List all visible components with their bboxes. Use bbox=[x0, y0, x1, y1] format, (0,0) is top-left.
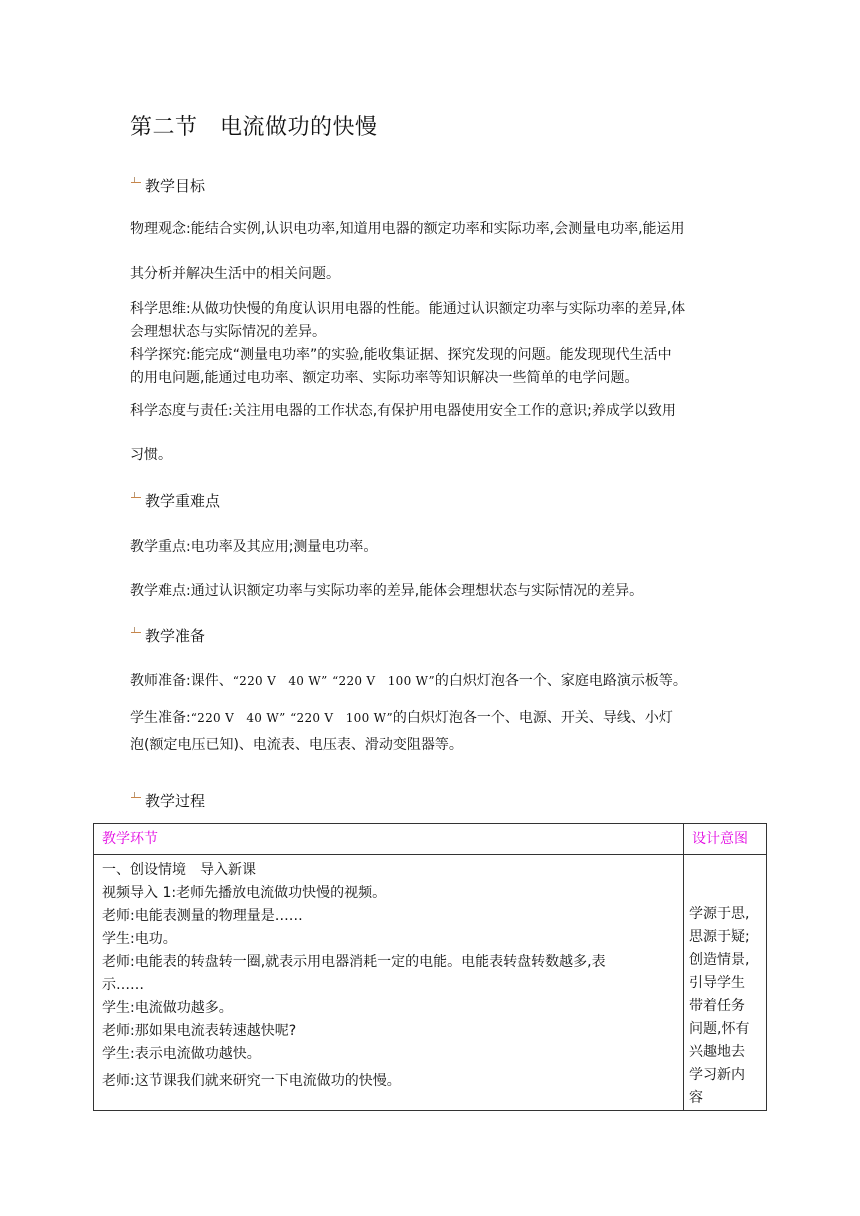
goal-inquiry-line1: 科学探究:能完成“测量电功率”的实验,能收集证据、探究发现的问题。能发现现代生活中 bbox=[130, 347, 672, 363]
preparation-student-line1 bbox=[130, 707, 673, 729]
dialog-line: 老师:电能表测量的物理量是…… bbox=[102, 908, 303, 924]
process-table bbox=[93, 823, 767, 1111]
section-heading-process bbox=[130, 790, 205, 811]
header-intent: 设计意图 bbox=[684, 824, 767, 855]
header-stage: 教学环节 bbox=[94, 824, 684, 855]
intent-line: 问题,怀有 bbox=[689, 1021, 750, 1037]
key-point-difficulty: 教学难点:通过认识额定功率与实际功率的差异,能体会理想状态与实际情况的差异。 bbox=[130, 583, 644, 599]
bulb-spec-40w: “220 V 40 W” bbox=[232, 674, 328, 688]
section-heading-goals bbox=[130, 175, 205, 196]
image-placeholder-icon bbox=[130, 177, 142, 189]
dialog-line: 老师:这节课我们就来研究一下电流做功的快慢。 bbox=[102, 1073, 401, 1089]
bulb-spec-100w: “220 V 100 W” bbox=[332, 674, 435, 688]
image-placeholder-icon bbox=[130, 792, 142, 804]
intent-line: 创造情景, bbox=[689, 952, 750, 968]
section-heading-label: 教学过程 bbox=[145, 792, 206, 810]
goal-attitude-line2: 习惯。 bbox=[130, 447, 172, 463]
preparation-teacher-rest: 的白炽灯泡各一个、家庭电路演示板等。 bbox=[434, 673, 687, 689]
goal-attitude-line1: 科学态度与责任:关注用电器的工作状态,有保护用电器使用安全工作的意识;养成学以致用 bbox=[130, 403, 676, 419]
preparation-teacher bbox=[130, 670, 687, 692]
preparation-student-rest: 的白炽灯泡各一个、电源、开关、导线、小灯 bbox=[392, 710, 673, 726]
intent-line: 学源于思, bbox=[689, 906, 750, 922]
section-heading-label: 教学目标 bbox=[145, 177, 206, 195]
dialog-line: 视频导入 1:老师先播放电流做功快慢的视频。 bbox=[102, 885, 387, 901]
preparation-student-label: 学生准备: bbox=[130, 710, 191, 726]
bulb-spec-100w: “220 V 100 W” bbox=[290, 711, 393, 725]
intent-line: 容 bbox=[689, 1090, 703, 1106]
section-heading-key-points bbox=[130, 490, 220, 511]
dialog-line: 学生:电功。 bbox=[102, 931, 177, 947]
table-header-row bbox=[94, 824, 767, 855]
stage-cell bbox=[94, 855, 684, 1111]
goal-physics-line2: 其分析并解决生活中的相关问题。 bbox=[130, 266, 340, 282]
section-heading-label: 教学准备 bbox=[145, 627, 206, 645]
intent-line: 带着任务 bbox=[689, 998, 745, 1014]
intent-line: 思源于疑; bbox=[689, 929, 750, 945]
page-title: 第二节 电流做功的快慢 bbox=[130, 115, 378, 140]
table-row bbox=[94, 855, 767, 1111]
goal-thinking-line1: 科学思维:从做功快慢的角度认识用电器的性能。能通过认识额定功率与实际功率的差异,体 bbox=[130, 301, 686, 317]
dialog-line: 老师:那如果电流表转速越快呢? bbox=[102, 1023, 297, 1039]
image-placeholder-icon bbox=[130, 627, 142, 639]
section-heading-preparation bbox=[130, 625, 205, 646]
key-point-focus: 教学重点:电功率及其应用;测量电功率。 bbox=[130, 539, 378, 555]
dialog-line: 老师:电能表的转盘转一圈,就表示用电器消耗一定的电能。电能表转盘转数越多,表 bbox=[102, 954, 606, 970]
intent-line: 学习新内 bbox=[689, 1067, 745, 1083]
intent-line: 引导学生 bbox=[689, 975, 745, 991]
bulb-spec-40w: “220 V 40 W” bbox=[190, 711, 286, 725]
image-placeholder-icon bbox=[130, 492, 142, 504]
goal-thinking-line2: 会理想状态与实际情况的差异。 bbox=[130, 324, 326, 340]
dialog-line: 一、创设情境 导入新课 bbox=[102, 862, 256, 878]
dialog-line: 学生:表示电流做功越快。 bbox=[102, 1046, 261, 1062]
dialog-line: 学生:电流做功越多。 bbox=[102, 1000, 233, 1016]
dialog-line: 示…… bbox=[102, 977, 144, 993]
preparation-teacher-label: 教师准备:课件、 bbox=[130, 673, 233, 689]
preparation-student-line2: 泡(额定电压已知)、电流表、电压表、滑动变阻器等。 bbox=[130, 737, 463, 753]
goal-physics-line1: 物理观念:能结合实例,认识电功率,知道用电器的额定功率和实际功率,会测量电功率,能运用 bbox=[130, 221, 685, 237]
intent-cell bbox=[684, 855, 767, 1111]
intent-line: 兴趣地去 bbox=[689, 1044, 745, 1060]
section-heading-label: 教学重难点 bbox=[145, 492, 221, 510]
goal-inquiry-line2: 的用电问题,能通过电功率、额定功率、实际功率等知识解决一些简单的电学问题。 bbox=[130, 370, 639, 386]
